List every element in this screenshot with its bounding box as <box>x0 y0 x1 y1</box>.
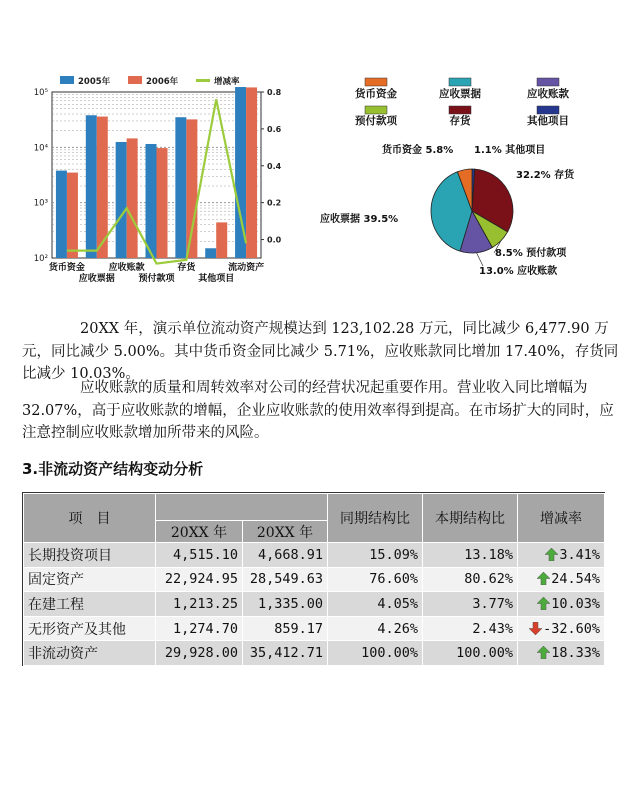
bar-2006 <box>186 119 197 258</box>
y-tick-label: 10³ <box>33 198 48 209</box>
x-tick-label: 应收账款 <box>108 263 145 273</box>
bar-2006 <box>157 148 168 258</box>
row-curr-ratio: 80.62% <box>423 567 518 592</box>
pie-legend-label: 预付款项 <box>355 115 397 127</box>
row-change-value: 10.03% <box>551 595 600 612</box>
bar-2006 <box>127 138 138 258</box>
section-title: 3.非流动资产结构变动分析 <box>22 460 204 478</box>
y2-tick-label: 0.2 <box>267 198 282 208</box>
row-value-year-1: 4,515.10 <box>156 543 243 568</box>
pie-legend-label: 应收票据 <box>439 88 481 100</box>
pie-data-label: 货币资金 5.8% <box>382 145 454 156</box>
row-name: 无形资产及其他 <box>24 616 156 641</box>
y2-tick-label: 0.4 <box>267 161 282 171</box>
x-tick-label: 货币资金 <box>48 263 85 273</box>
pie-data-label: 1.1% 其他项目 <box>474 145 546 156</box>
y2-tick-label: 0.6 <box>267 124 282 134</box>
y-tick-label: 10⁵ <box>33 88 48 98</box>
row-value-year-2: 4,668.91 <box>243 543 328 568</box>
row-change-value: 3.41% <box>559 546 600 563</box>
legend-swatch <box>128 76 142 84</box>
table-row <box>24 592 605 617</box>
pie-leader-line <box>476 253 483 266</box>
legend-swatch <box>60 76 74 84</box>
x-tick-label: 其他项目 <box>198 274 235 284</box>
row-prev-ratio: 76.60% <box>328 567 423 592</box>
arrow-up-icon <box>537 597 550 610</box>
bar-2006 <box>246 87 257 258</box>
pie-data-label: 32.2% 存货 <box>516 170 575 181</box>
y-tick-label: 10² <box>33 254 48 264</box>
table-row <box>24 616 605 641</box>
row-change-value: 18.33% <box>551 645 600 662</box>
row-curr-ratio: 100.00% <box>423 641 518 666</box>
pie-legend-swatch <box>449 106 471 114</box>
noncurrent-assets-table <box>22 492 605 666</box>
row-prev-ratio: 4.26% <box>328 616 423 641</box>
row-change-value: 24.54% <box>551 571 600 588</box>
bar-2005 <box>146 144 157 258</box>
pie-data-label: 应收票据 39.5% <box>320 214 399 225</box>
row-value-year-2: 859.17 <box>243 616 328 641</box>
bar-2006 <box>67 173 78 258</box>
y-tick-label: 10⁴ <box>33 143 48 154</box>
pie-legend-swatch <box>365 78 387 86</box>
bar-2005 <box>56 171 67 258</box>
chart-legend <box>60 76 240 87</box>
row-name: 固定资产 <box>24 567 156 592</box>
row-value-year-1: 22,924.95 <box>156 567 243 592</box>
x-tick-label: 存货 <box>177 263 196 273</box>
pie-legend <box>355 78 569 127</box>
row-change <box>518 567 605 592</box>
combo-chart <box>24 72 286 294</box>
row-name: 长期投资项目 <box>24 543 156 568</box>
pie-legend-swatch <box>537 78 559 86</box>
arrow-up-icon <box>545 548 558 561</box>
pie-legend-swatch <box>365 106 387 114</box>
pie-legend-label: 货币资金 <box>355 88 397 100</box>
pie-legend-label: 应收账款 <box>527 88 569 100</box>
row-change <box>518 543 605 568</box>
bar-2006 <box>216 222 227 258</box>
bar-2005 <box>205 248 216 258</box>
row-prev-ratio: 100.00% <box>328 641 423 666</box>
row-value-year-2: 1,335.00 <box>243 592 328 617</box>
legend-swatch <box>196 79 210 82</box>
table-row <box>24 641 605 666</box>
row-curr-ratio: 13.18% <box>423 543 518 568</box>
y2-tick-label: 0.8 <box>267 88 282 97</box>
row-value-year-1: 1,274.70 <box>156 616 243 641</box>
row-change <box>518 616 605 641</box>
arrow-down-icon <box>529 622 542 635</box>
row-prev-ratio: 15.09% <box>328 543 423 568</box>
table-row <box>24 567 605 592</box>
header-change: 增减率 <box>518 494 605 543</box>
header-year-1: 20XX 年 <box>156 521 243 543</box>
row-value-year-1: 29,928.00 <box>156 641 243 666</box>
pie-data-label: 13.0% 应收账款 <box>479 266 558 277</box>
bar-2005 <box>116 142 127 258</box>
arrow-up-icon <box>537 572 550 585</box>
header-item: 项 目 <box>24 494 156 543</box>
paragraph-1: 20XX 年，演示单位流动资产规模达到 123,102.28 万元，同比减少 6,477.90 万元，同比减少 5.00%。其中货币资金同比减少 5.71%，应收账款同比增加 17.40%，存货同比减少 10.03%。 <box>22 321 619 382</box>
x-tick-label: 流动资产 <box>228 263 265 273</box>
row-change <box>518 592 605 617</box>
legend-label: 增减率 <box>214 77 240 87</box>
row-curr-ratio: 2.43% <box>423 616 518 641</box>
row-change-value: -32.60% <box>543 620 600 637</box>
row-prev-ratio: 4.05% <box>328 592 423 617</box>
pie-chart <box>318 72 618 282</box>
header-year-2: 20XX 年 <box>243 521 328 543</box>
arrow-up-icon <box>537 646 550 659</box>
pie-legend-label: 存货 <box>449 115 471 127</box>
row-name: 在建工程 <box>24 592 156 617</box>
row-value-year-2: 28,549.63 <box>243 567 328 592</box>
pie-legend-swatch <box>449 78 471 86</box>
bar-2005 <box>175 117 186 258</box>
row-change <box>518 641 605 666</box>
header-amount-blank <box>156 494 328 521</box>
header-curr-ratio: 本期结构比 <box>423 494 518 543</box>
pie-legend-swatch <box>537 106 559 114</box>
paragraph-2: 应收账款的质量和周转效率对公司的经营状况起重要作用。营业收入同比增幅为 32.07%，高于应收账款的增幅，企业应收账款的使用效率得到提高。在市场扩大的同时，应注意控制应收账款增加所带来的风险。 <box>22 380 614 441</box>
header-prev-ratio: 同期结构比 <box>328 494 423 543</box>
pie-legend-label: 其他项目 <box>527 115 569 127</box>
x-tick-label: 预付款项 <box>138 274 175 284</box>
table-row <box>24 543 605 568</box>
row-name: 非流动资产 <box>24 641 156 666</box>
row-value-year-1: 1,213.25 <box>156 592 243 617</box>
pie-data-label: 8.5% 预付款项 <box>495 248 567 259</box>
legend-label: 2005年 <box>78 77 111 87</box>
bar-2005 <box>86 115 97 258</box>
x-tick-label: 应收票据 <box>78 274 115 284</box>
y2-tick-label: 0.0 <box>267 235 282 245</box>
row-value-year-2: 35,412.71 <box>243 641 328 666</box>
legend-label: 2006年 <box>146 77 179 87</box>
row-curr-ratio: 3.77% <box>423 592 518 617</box>
